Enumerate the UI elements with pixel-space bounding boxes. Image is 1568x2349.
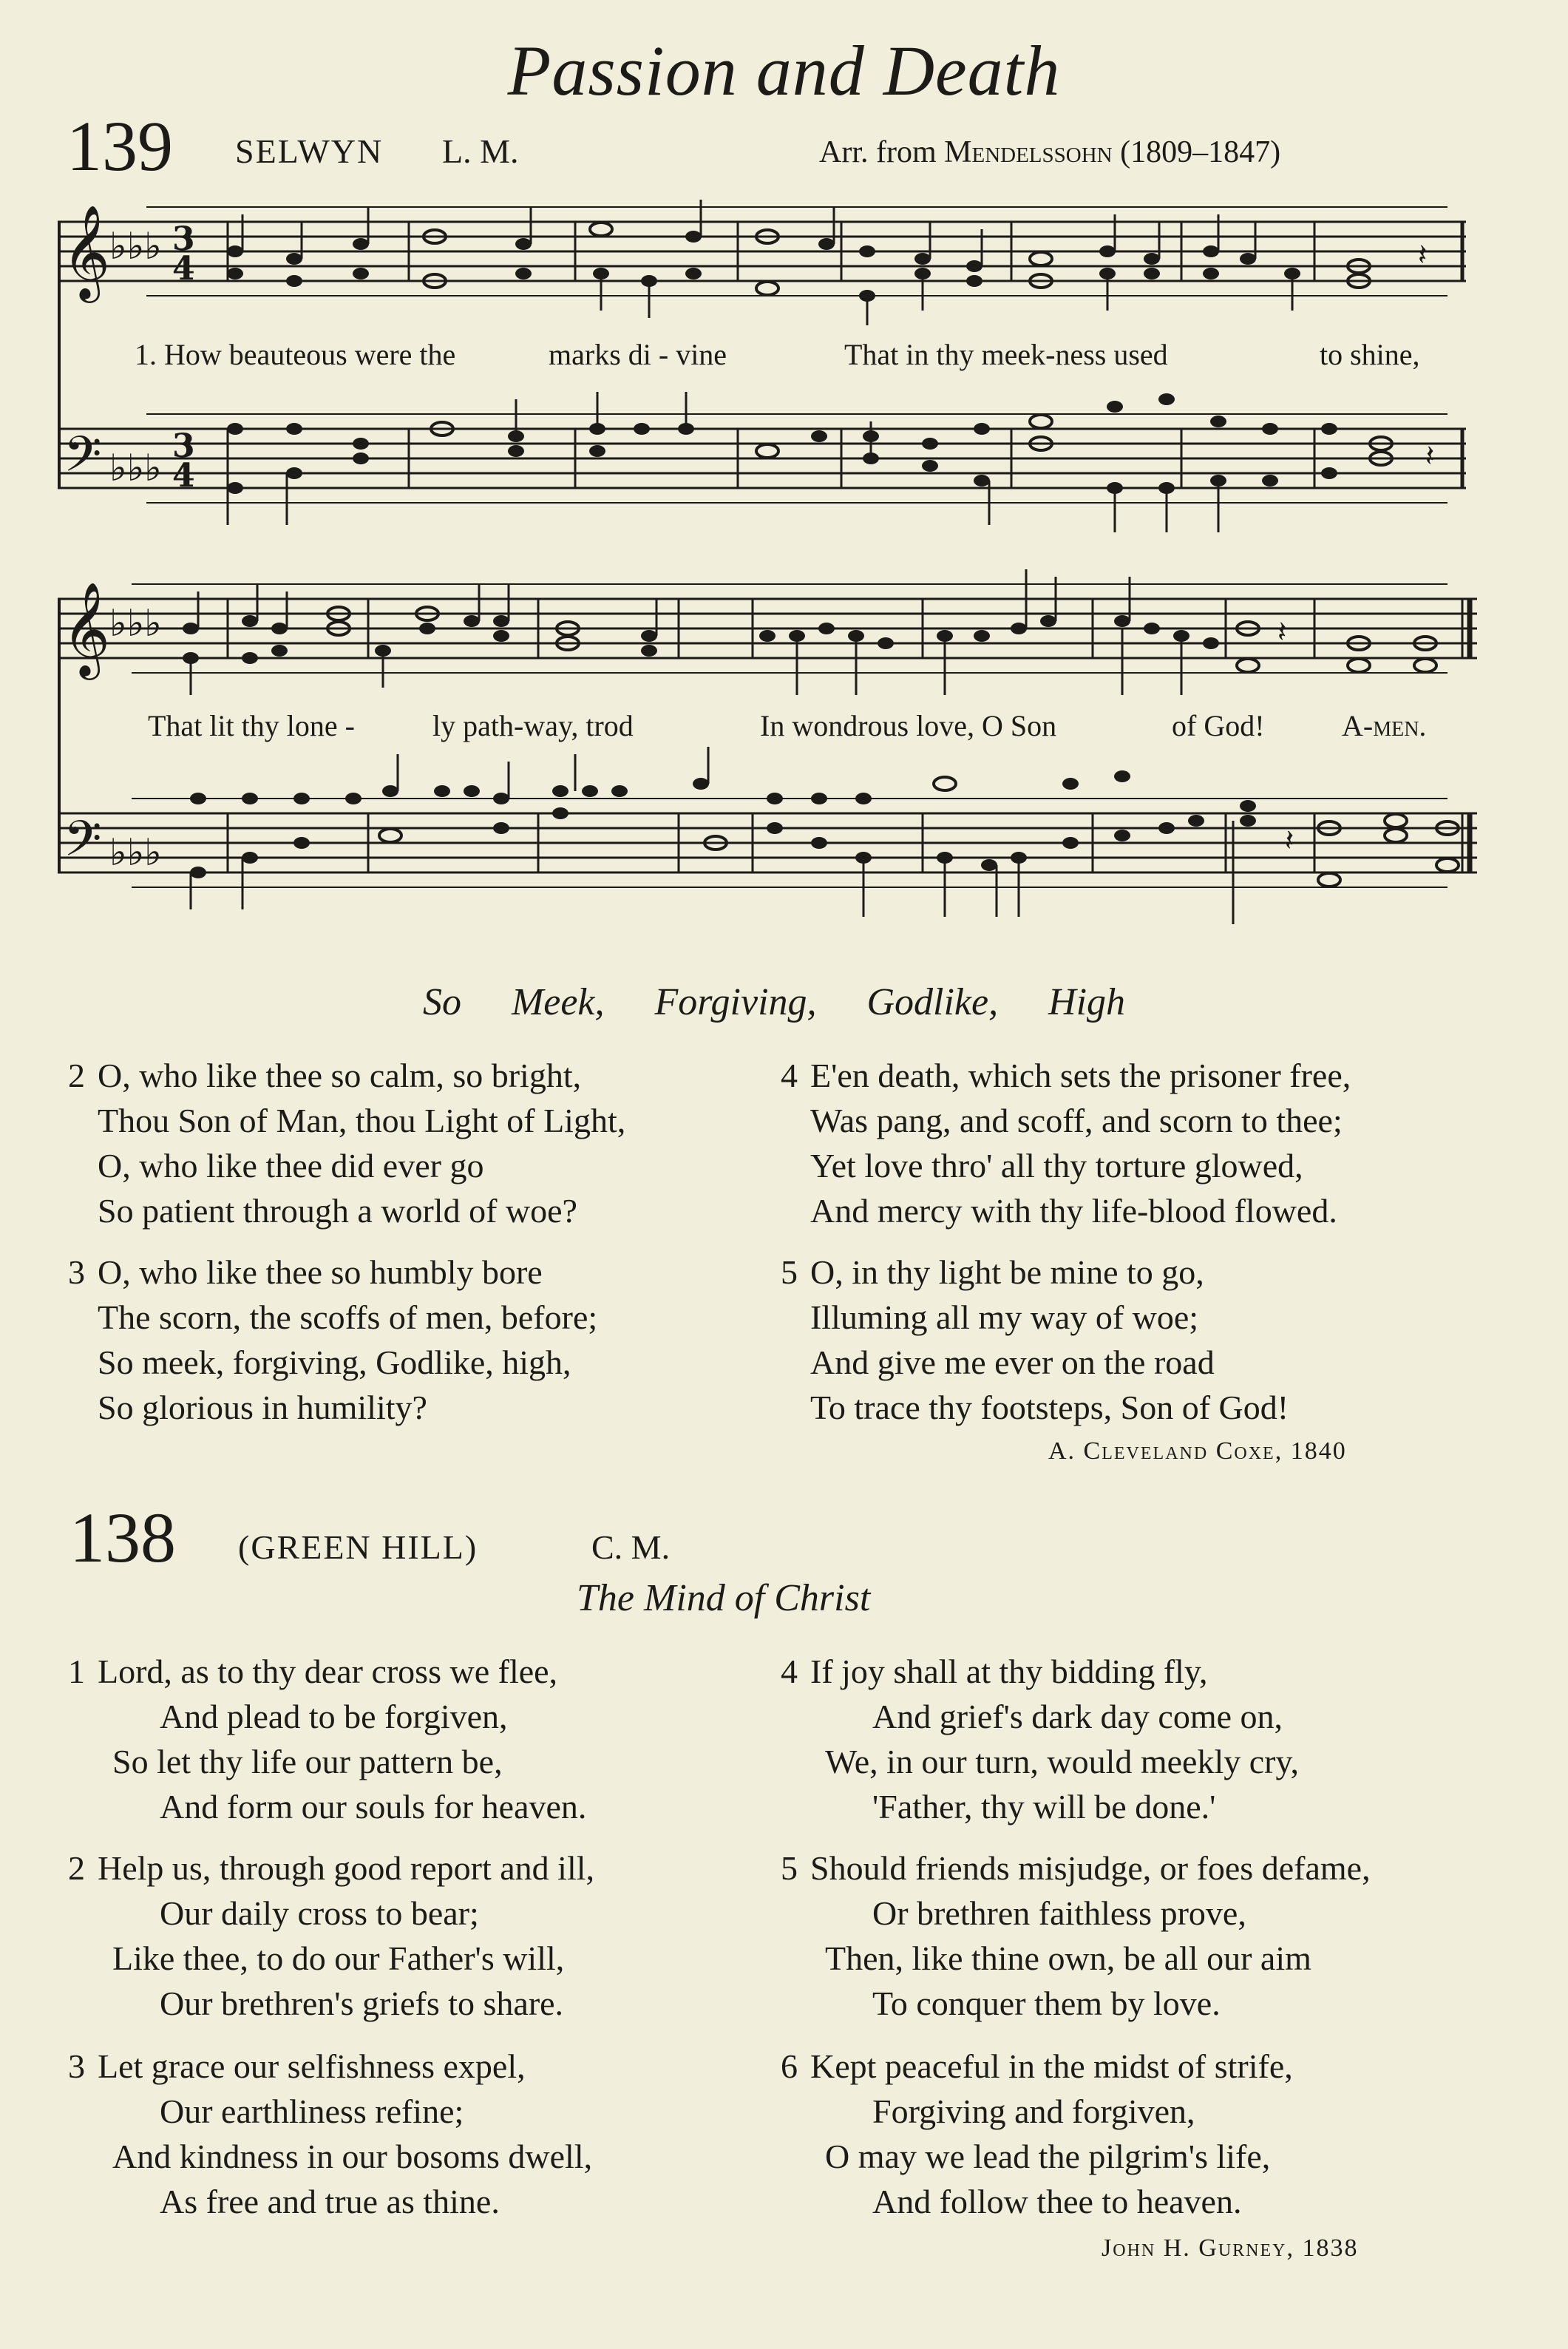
verse-line: And grief's dark day come on, — [872, 1698, 1283, 1735]
verse-line: Our daily cross to bear; — [160, 1894, 479, 1932]
verse-line: We, in our turn, would meekly cry, — [825, 1743, 1299, 1780]
subtitle-word-2: Forgiving, — [654, 981, 817, 1023]
verse-number: 3 — [68, 1253, 85, 1291]
verse-line: O may we lead the pilgrim's life, — [825, 2138, 1271, 2175]
hymn-139-verse-5 — [781, 1250, 1289, 1430]
hymn-139-number: 139 — [67, 106, 173, 186]
verse-line: As free and true as thine. — [160, 2183, 500, 2220]
hymn-138-verse-2 — [68, 1845, 594, 2026]
verse-line: Illuming all my way of woe; — [810, 1298, 1199, 1336]
verse-number: 6 — [781, 2047, 798, 2085]
verse-number: 5 — [781, 1849, 798, 1887]
verse-line: Forgiving and forgiven, — [872, 2092, 1195, 2130]
verse-line: Let grace our selfishness expel, — [98, 2047, 526, 2085]
music-system-2 — [58, 581, 1477, 932]
verse-line: And give me ever on the road — [810, 1343, 1215, 1381]
bass-staff-2 — [58, 813, 1477, 872]
verse-line: And plead to be forgiven, — [160, 1698, 508, 1735]
treble-staff-2 — [58, 599, 1477, 658]
verse-line: And kindness in our bosoms dwell, — [112, 2138, 593, 2175]
verse-line: Our earthliness refine; — [160, 2092, 464, 2130]
arranger-prefix: Arr. from — [819, 135, 937, 169]
subtitle-word-1: So Meek, — [423, 981, 605, 1023]
hymn-138-meter: C. M. — [591, 1528, 671, 1566]
verse-line: Yet love thro' all thy torture glowed, — [810, 1147, 1303, 1184]
flat-icon-bass-2: ♭♭♭ — [109, 831, 162, 874]
lyric-line-1a: 1. How beauteous were the — [135, 338, 456, 371]
verse-line: So glorious in humility? — [98, 1389, 427, 1426]
bass-stems-1 — [228, 392, 1218, 532]
verse-line: So patient through a world of woe? — [98, 1192, 577, 1230]
verse-number: 1 — [68, 1653, 85, 1690]
verse-line: The scorn, the scoffs of men, before; — [98, 1298, 598, 1336]
lyric-line-1d: to shine, — [1320, 338, 1420, 371]
hymn-138-verse-3 — [68, 2044, 592, 2224]
music-system-1 — [58, 204, 1470, 547]
verse-number: 4 — [781, 1653, 798, 1690]
treble-notes-1 — [227, 223, 1427, 302]
time-sig-4-bass: 4 — [172, 457, 195, 495]
svg-text:𝄽: 𝄽 — [1418, 238, 1428, 272]
verse-number: 5 — [781, 1253, 798, 1291]
hymn-138-verse-5 — [781, 1845, 1371, 2026]
verse-line: Our brethren's griefs to share. — [160, 1984, 564, 2022]
treble-stems-2 — [191, 569, 1181, 695]
verse-line: O, who like thee so humbly bore — [98, 1253, 543, 1291]
lyric-line-2d: of God! — [1172, 709, 1265, 742]
verse-line: And follow thee to heaven. — [872, 2183, 1242, 2220]
verse-line: Then, like thine own, be all our aim — [825, 1939, 1311, 1977]
verse-line: Kept peaceful in the midst of strife, — [810, 2047, 1293, 2085]
bass-staff-1 — [58, 429, 1466, 488]
treble-clef-icon: 𝄞 — [62, 204, 111, 299]
lyric-amen: A-men. — [1342, 709, 1427, 742]
hymn-138-number: 138 — [69, 1498, 176, 1577]
hymn-139-verse-4 — [781, 1053, 1351, 1233]
svg-text:𝄽: 𝄽 — [1277, 615, 1287, 649]
verse-line: To trace thy footsteps, Son of God! — [810, 1389, 1289, 1426]
lyric-line-2b: ly path-way, trod — [432, 709, 634, 742]
treble-stems-1 — [242, 200, 1292, 325]
treble-clef-icon-2: 𝄞 — [62, 581, 111, 676]
arranger-name: Mendelssohn — [944, 135, 1113, 169]
time-sig-3-bass: 3 — [172, 427, 195, 465]
lyric-line-1c: That in thy meek-ness used — [844, 338, 1168, 371]
lyric-line-2a: That lit thy lone - — [148, 709, 355, 742]
hymn-138-verse-4 — [781, 1649, 1299, 1829]
subtitle-word-4: High — [1048, 981, 1126, 1023]
time-sig-4: 4 — [172, 250, 195, 288]
verse-line: E'en death, which sets the prisoner free, — [810, 1057, 1351, 1094]
verse-line: So let thy life our pattern be, — [112, 1743, 503, 1780]
subtitle-word-3: Godlike, — [866, 981, 999, 1023]
lyric-line-2c: In wondrous love, O Son — [760, 709, 1057, 742]
verse-line: Should friends misjudge, or foes defame, — [810, 1849, 1371, 1887]
verse-line: Was pang, and scoff, and scorn to thee; — [810, 1102, 1343, 1139]
verse-line: Like thee, to do our Father's will, — [112, 1939, 565, 1977]
flat-icon-bass: ♭♭♭ — [109, 447, 162, 489]
verse-line: Or brethren faithless prove, — [872, 1894, 1246, 1932]
bass-clef-icon: 𝄢 — [64, 426, 102, 495]
hymn-138-tune: (GREEN HILL) — [238, 1528, 478, 1566]
verse-number: 2 — [68, 1057, 85, 1094]
hymn-139-arranger — [819, 135, 1280, 170]
verse-number: 3 — [68, 2047, 85, 2085]
bass-clef-icon-2: 𝄢 — [64, 810, 102, 879]
verse-line: Thou Son of Man, thou Light of Light, — [98, 1102, 626, 1139]
svg-text:𝄽: 𝄽 — [1425, 439, 1435, 473]
hymn-139-subtitle — [423, 980, 1125, 1024]
hymn-139-verse-3 — [68, 1250, 597, 1430]
hymn-138-author: John H. Gurney, 1838 — [1102, 2234, 1359, 2262]
hymn-138-subtitle: The Mind of Christ — [577, 1577, 871, 1619]
flat-icon-2: ♭♭♭ — [109, 602, 162, 645]
verse-line: O, in thy light be mine to go, — [810, 1253, 1204, 1291]
svg-text:𝄽: 𝄽 — [1285, 824, 1294, 858]
verse-number: 2 — [68, 1849, 85, 1887]
verse-line: So meek, forgiving, Godlike, high, — [98, 1343, 571, 1381]
verse-number: 4 — [781, 1057, 798, 1094]
verse-line: O, who like thee so calm, so bright, — [98, 1057, 582, 1094]
verse-line: If joy shall at thy bidding fly, — [810, 1653, 1208, 1690]
lyric-line-1b: marks di - vine — [549, 338, 727, 371]
verse-line: And mercy with thy life-blood flowed. — [810, 1192, 1337, 1230]
verse-line: O, who like thee did ever go — [98, 1147, 484, 1184]
verse-line: Help us, through good report and ill, — [98, 1849, 595, 1887]
hymn-138-verse-6 — [781, 2044, 1293, 2224]
verse-line: To conquer them by love. — [872, 1984, 1221, 2022]
flat-icon: ♭♭♭ — [109, 225, 162, 268]
hymn-138-verse-1 — [68, 1649, 586, 1829]
hymn-139-author: A. Cleveland Coxe, 1840 — [1048, 1437, 1347, 1465]
section-title: Passion and Death — [507, 31, 1061, 110]
verse-line: 'Father, thy will be done.' — [872, 1788, 1216, 1826]
verse-line: Lord, as to thy dear cross we flee, — [98, 1653, 558, 1690]
arranger-dates: (1809–1847) — [1120, 135, 1281, 169]
time-sig-3: 3 — [172, 220, 195, 258]
hymn-139-tune: SELWYN — [235, 132, 384, 170]
verse-line: And form our souls for heaven. — [160, 1788, 587, 1826]
treble-notes-2 — [183, 607, 1436, 672]
hymn-139-verse-2 — [68, 1053, 625, 1233]
hymn-139-meter: L. M. — [442, 132, 519, 170]
